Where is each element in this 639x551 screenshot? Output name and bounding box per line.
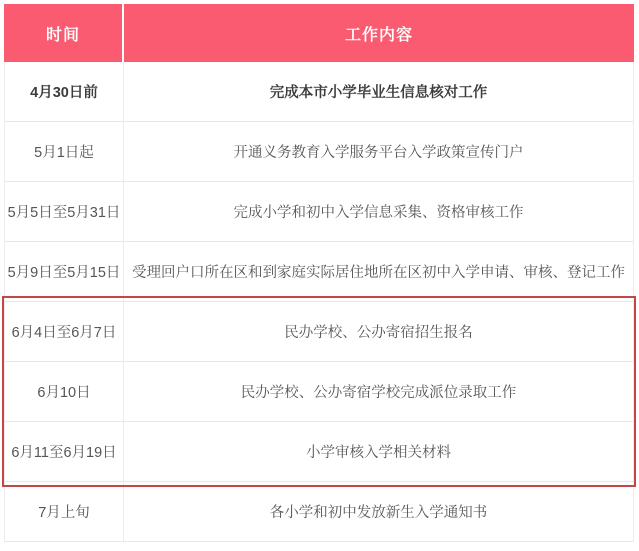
content-cell	[124, 182, 633, 241]
table-row	[5, 182, 633, 242]
time-cell	[5, 242, 124, 301]
table-row	[5, 302, 633, 362]
table-header	[4, 4, 634, 62]
content-cell-label: 各小学和初中发放新生入学通知书	[269, 505, 488, 521]
table-row	[5, 362, 633, 422]
content-cell	[124, 242, 633, 301]
time-cell-label: 6月11至6月19日	[11, 445, 117, 461]
time-cell	[5, 362, 124, 421]
time-cell	[5, 482, 124, 541]
content-cell	[124, 482, 633, 541]
header-cell-content: 工作内容	[344, 26, 413, 44]
header-cell-time: 时间	[4, 4, 124, 62]
content-cell	[124, 422, 633, 481]
time-cell	[5, 422, 124, 481]
content-cell-label: 民办学校、公办寄宿学校完成派位录取工作	[240, 385, 517, 401]
content-cell-label: 民办学校、公办寄宿招生报名	[284, 325, 473, 341]
time-cell	[5, 302, 124, 361]
time-cell-label: 5月1日起	[34, 145, 94, 161]
time-cell-label: 6月10日	[37, 385, 91, 401]
content-cell-label: 开通义务教育入学服务平台入学政策宣传门户	[233, 145, 524, 161]
table-row	[5, 482, 633, 542]
time-cell-label: 7月上旬	[38, 505, 90, 521]
table-row	[5, 422, 633, 482]
time-cell	[5, 182, 124, 241]
table-body	[4, 62, 634, 542]
content-cell-label: 完成小学和初中入学信息采集、资格审核工作	[233, 205, 524, 221]
content-cell	[124, 362, 633, 421]
time-cell-label: 4月30日前	[30, 85, 98, 101]
content-cell-label: 小学审核入学相关材料	[306, 445, 451, 461]
time-cell-label: 5月9日至5月15日	[7, 265, 121, 281]
table-row	[5, 122, 633, 182]
content-cell	[124, 302, 633, 361]
time-cell	[5, 122, 124, 181]
time-cell-label: 5月5日至5月31日	[7, 205, 121, 221]
content-cell-label: 受理回户口所在区和到家庭实际居住地所在区初中入学申请、审核、登记工作	[132, 265, 625, 281]
table-row	[5, 242, 633, 302]
table-row	[5, 62, 633, 122]
schedule-table	[4, 4, 634, 542]
content-cell	[124, 62, 633, 121]
content-cell-label: 完成本市小学毕业生信息核对工作	[269, 85, 488, 101]
time-cell-label: 6月4日至6月7日	[11, 325, 117, 341]
time-cell	[5, 62, 124, 121]
content-cell	[124, 122, 633, 181]
